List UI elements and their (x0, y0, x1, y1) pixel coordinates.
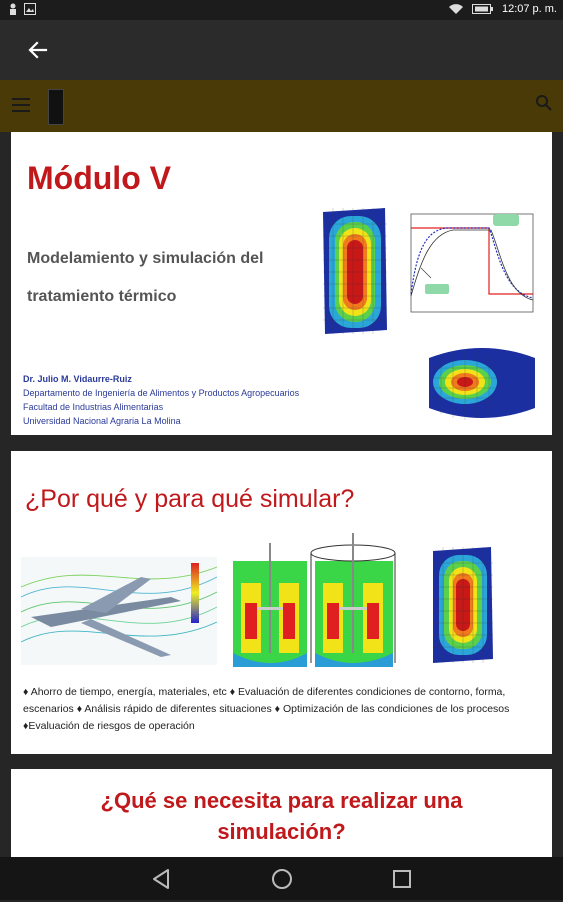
menu-icon (12, 98, 30, 112)
cylinder-simulation-image (427, 338, 537, 426)
top-toolbar (0, 20, 563, 80)
person-icon (8, 3, 18, 15)
can-simulation-image (429, 547, 495, 663)
slide-title (11, 785, 552, 847)
circle-home-icon (268, 865, 296, 893)
status-time: 12:07 p. m. (501, 3, 557, 15)
arrow-back-icon (22, 34, 54, 66)
background-app-bar (0, 80, 563, 132)
slide-1[interactable] (11, 132, 552, 435)
search-icon (535, 94, 553, 112)
author-block (23, 372, 299, 428)
slide-bullet-text: ♦ Ahorro de tiempo, energía, materiales, etc ♦ Evaluación de diferentes condiciones de contorno, forma, escenarios ♦ Análisis rápido de diferentes situaciones ♦ Optimización de las condiciones de los procesos ♦Evaluación de riesgos de operación (23, 686, 510, 732)
mixing-tank-simulation-image (231, 533, 397, 669)
title-line: ¿Qué se necesita para realizar una (100, 788, 463, 813)
slide-subtitle (27, 240, 317, 316)
aircraft-cfd-image (21, 557, 217, 665)
nav-home-button[interactable] (268, 865, 296, 893)
slide-3[interactable] (11, 769, 552, 857)
slide-title: ¿Por qué y para qué simular? (25, 485, 355, 513)
navigation-bar (0, 857, 563, 900)
author-department: Departamento de Ingeniería de Alimentos y Productos Agropecuarios (23, 388, 300, 398)
triangle-back-icon (148, 865, 176, 893)
status-bar (0, 0, 563, 20)
author-faculty: Facultad de Industrias Alimentarias (23, 402, 164, 412)
author-university: Universidad Nacional Agraria La Molina (23, 416, 181, 426)
title-line: simulación? (217, 819, 346, 844)
author-name: Dr. Julio M. Vidaurre-Ruiz (23, 374, 132, 384)
heat-simulation-can-image (319, 208, 391, 336)
nav-recents-button[interactable] (388, 865, 416, 893)
temperature-curve-image (397, 208, 539, 326)
subtitle-line: Modelamiento y simulación del (27, 250, 264, 267)
subtitle-line: tratamiento térmico (27, 288, 177, 305)
app-logo (48, 89, 64, 125)
slide-2[interactable] (11, 451, 552, 754)
slide-title: Módulo V (27, 160, 171, 196)
square-recents-icon (388, 865, 416, 893)
nav-back-button[interactable] (148, 865, 176, 893)
image-icon (24, 3, 36, 15)
battery-icon (472, 3, 494, 15)
back-button[interactable] (22, 34, 54, 66)
wifi-icon (448, 3, 464, 15)
